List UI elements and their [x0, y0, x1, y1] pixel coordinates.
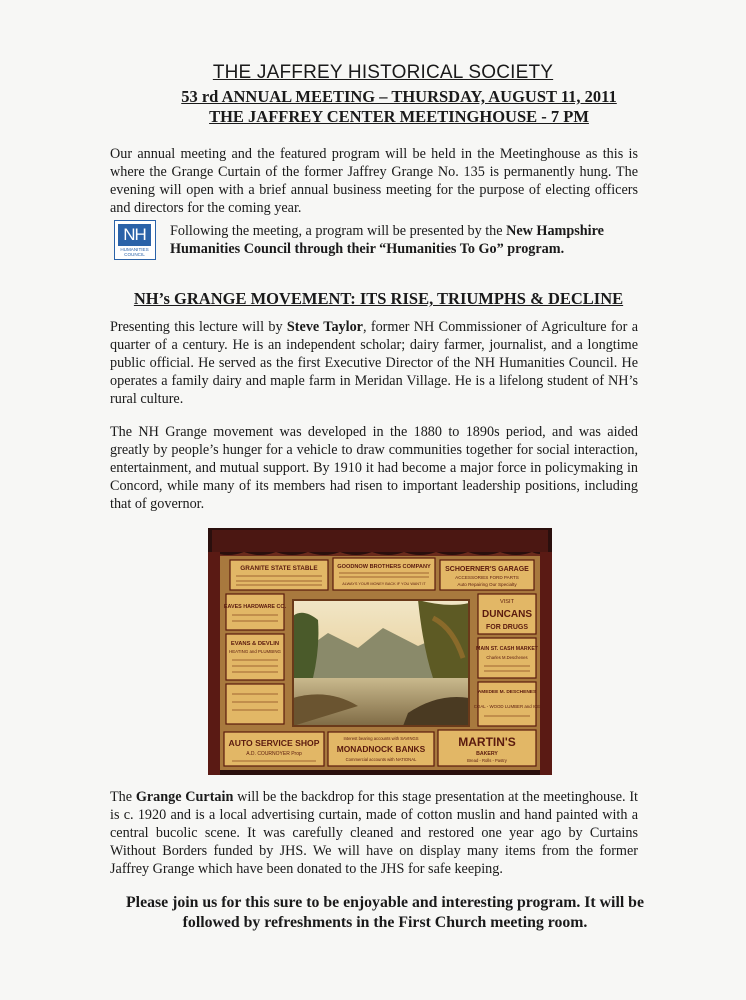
duncans-label: DUNCANS	[482, 609, 532, 620]
sign-auto-service-shop	[224, 732, 324, 766]
venue-title: THE JAFFREY CENTER MEETINGHOUSE - 7 PM	[209, 107, 589, 126]
society-title: THE JAFFREY HISTORICAL SOCIETY	[212, 62, 554, 83]
curtain-text-after: will be the backdrop for this stage presentation at the meetinghouse. It is c. 1920 and is a local advertising curtain, made of cotton muslin and hand painted with a central bucolic scene. It was carefully cleaned and restored one year ago by Curtains Without Borders funded by JHS. We will have on display many items from the former Jaffrey Grange which have been donated to the JHS for safe keeping.	[110, 789, 639, 877]
program-text: Following the meeting, a program will be presented by the	[170, 223, 507, 239]
speaker-paragraph	[110, 318, 638, 408]
evans-sub: HEATING and PLUMBING	[229, 649, 281, 654]
schoerner-sub: ACCESSORIES FORD PARTS	[455, 575, 519, 580]
right-drape	[540, 552, 552, 775]
sign-granite-state-stable	[230, 560, 328, 590]
sign-goodnow-brothers	[333, 558, 435, 590]
schoerner-sub2: Auto Repairing Our Specialty	[457, 582, 517, 587]
monadnock-label: MONADNOCK BANKS	[336, 744, 426, 754]
martins-label: MARTIN'S	[458, 735, 516, 749]
amedee-sub: COAL - WOOD LUMBER and ICE	[473, 704, 541, 709]
auto-sub: A.D. COURNOYER Prop	[246, 751, 302, 757]
program-paragraph	[170, 222, 640, 258]
program-text-bold: New Hampshire Humanities Council through their “Humanities To Go” program.	[170, 223, 604, 257]
eaves-label: EAVES HARDWARE CO.	[223, 604, 287, 610]
nh-logo-letters: NH	[118, 224, 151, 246]
sign-evans-devlin	[226, 634, 284, 680]
sign-martins-bakery	[438, 730, 536, 766]
grange-curtain-illustration	[208, 528, 552, 775]
left-drape	[208, 552, 220, 775]
grange-history-paragraph: The NH Grange movement was developed in the 1880 to 1890s period, and was aided greatly by people’s hunger for a vehicle to draw communities together for social interaction, entertainment, and mutual support. By 1910 it had become a major force in policymaking in Concord, while many of its members had risen to important leadership positions, including that of governor.	[110, 424, 638, 512]
sign-monadnock-banks	[328, 732, 434, 766]
meeting-title: 53 rd ANNUAL MEETING – THURSDAY, AUGUST 11, 2011	[181, 87, 617, 106]
auto-label: AUTO SERVICE SHOP	[228, 738, 320, 748]
sign-amedee-deschenes	[474, 682, 541, 726]
sign-eaves-hardware	[224, 594, 287, 630]
goodnow-label: GOODNOW BROTHERS COMPANY	[337, 564, 431, 570]
monadnock-top: Interest bearing accounts with SAVINGS	[343, 736, 419, 741]
sign-left-lower	[226, 684, 284, 724]
sign-schoerners-garage	[440, 560, 534, 590]
visit-label: VISIT	[500, 599, 514, 605]
nh-logo-text: HUMANITIES COUNCIL	[120, 247, 149, 257]
speaker-name: Steve Taylor	[286, 319, 363, 335]
amedee-label: AMEDEE M. DESCHENES	[477, 690, 537, 695]
grange-curtain-photo	[208, 528, 552, 775]
main-st-sub: Charles M.Deschenes	[486, 655, 528, 660]
main-st-label: MAIN ST. CASH MARKET	[476, 646, 538, 652]
intro-paragraph: Our annual meeting and the featured program will be held in the Meetinghouse as this is where the Grange Curtain of the former Jaffrey Grange No. 135 is permanently hung. The evening will open with a brief annual business meeting for the purpose of electing officers and directors for the coming year.	[110, 146, 638, 216]
sign-visit-duncans	[478, 594, 536, 634]
closing-invitation: Please join us for this sure to be enjoyable and interesting program. It will be followed by refreshments in the First Church meeting room.	[126, 894, 644, 931]
martins-sub: BAKERY	[476, 751, 498, 757]
speaker-text-before: Presenting this lecture will by	[110, 319, 287, 335]
duncans-sub: FOR DRUGS	[486, 624, 528, 631]
martins-sub2: Bread - Rolls - Pastry	[467, 758, 507, 763]
nh-humanities-logo	[114, 220, 156, 260]
granite-label: GRANITE STATE STABLE	[240, 565, 318, 572]
goodnow-sub: ALWAYS YOUR MONEY BACK IF YOU WANT IT	[342, 582, 426, 586]
sign-main-st-market	[476, 638, 539, 678]
schoerner-label: SCHOERNER'S GARAGE	[445, 566, 529, 573]
curtain-text-bold: Grange Curtain	[135, 789, 234, 805]
top-valance	[212, 530, 548, 552]
curtain-paragraph	[110, 788, 638, 878]
lecture-title: NH’s GRANGE MOVEMENT: ITS RISE, TRIUMPHS & DECLINE	[133, 289, 624, 308]
speaker-text-after: , former NH Commissioner of Agriculture for a quarter of a century. He is an independent scholar; dairy farmer, journalist, and a longtime public official. He served as the first Executive Director of the NH Humanities Council. He operates a family dairy and maple farm in Meridan Village. He is a lifelong student of NH’s rural culture.	[110, 319, 638, 407]
curtain-text-before: The	[110, 789, 136, 805]
evans-label: EVANS & DEVLIN	[230, 641, 280, 647]
bucolic-scene	[293, 600, 469, 726]
monadnock-sub: Commercial accounts with NATIONAL	[345, 757, 417, 762]
